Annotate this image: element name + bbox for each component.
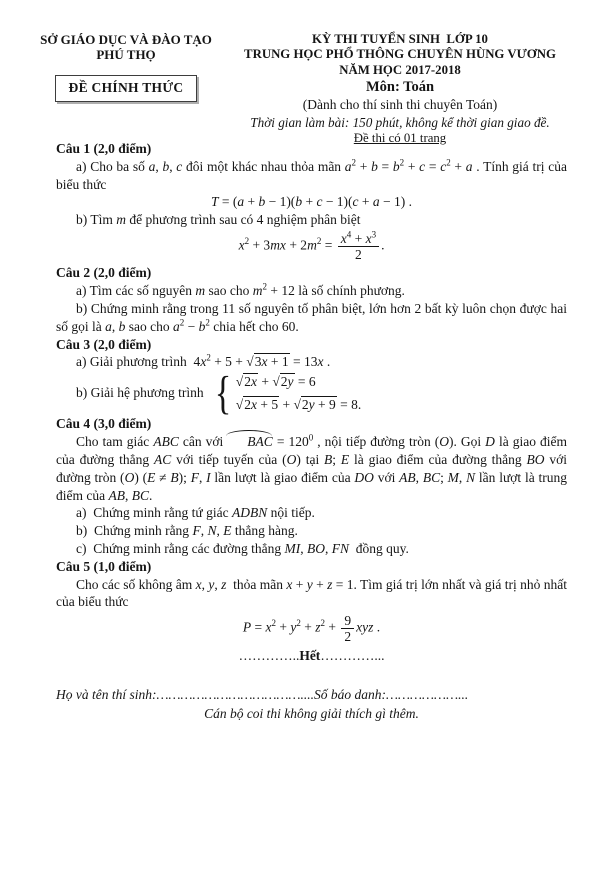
question-5-heading: Câu 5 (1,0 điểm) [56,558,152,574]
end-dots-left: ………….. [238,648,300,664]
question-1a-formula: T = (a + b − 1)(b + c − 1)(c + a − 1) . [210,194,413,210]
official-exam-box [55,75,198,102]
page-count-line [220,131,580,146]
proctor-note: Cán bộ coi thi không giải thích gì thêm. [204,706,419,722]
question-3b-text: b) Giải hệ phương trình [76,385,204,401]
candidate-name-label: Họ và tên thí sinh: [56,687,157,703]
official-exam-label: ĐỀ CHÍNH THỨC [68,79,184,95]
exam-title-block [220,32,580,147]
exam-title-line2: TRUNG HỌC PHỔ THÔNG CHUYÊN HÙNG VƯƠNG [244,47,556,62]
system-equation-2: √2x + 5 + √2y + 9 = 8. [235,396,362,412]
question-5-formula: $P = x^2 + y^2 + z^2$ + $\frac{9}{2}$ xyz . [242,613,381,645]
left-brace: { [214,366,232,419]
question-1a-text: a) Cho ba số a, b, c đôi một khác nhau thỏa mãn $a^2 + b = b^2 + c = c^2 + a$ . Tính giá trị của biểu thức [56,157,567,192]
question-1-heading: Câu 1 (2,0 điểm) [56,141,152,156]
question-1 [56,140,567,262]
end-dots-right: …………... [320,648,385,664]
question-3a-text: a) Giải phương trình $4x^2 + 5 + √3x + 1 = 13x$ . [76,352,331,370]
audience-line: (Dành cho thí sinh thi chuyên Toán) [302,97,498,113]
exam-title-line1: KỲ THI TUYỂN SINH LỚP 10 [312,32,488,46]
question-2b-text: b) Chứng minh rằng trong 11 số nguyên tố phân biệt, lớn hơn 2 bất kỳ luôn chọn được hai số gọi là a, b sao cho $a^2 - b^2$ chia hết cho 60. [56,300,567,334]
exam-header [0,0,600,146]
end-label: Hết [299,648,321,664]
question-1b-text: b) Tìm m để phương trình sau có 4 nghiệm phân biệt [76,212,361,228]
question-2 [56,264,567,335]
end-of-exam-line [56,647,567,665]
question-2-heading: Câu 2 (2,0 điểm) [56,265,152,281]
authority-line1: SỞ GIÁO DỤC VÀ ĐÀO TẠO [40,32,212,47]
issuing-authority-block [28,32,224,102]
question-3 [56,336,567,419]
duration-line: Thời gian làm bài: 150 phút, không kể thời gian giao đề. [250,114,550,130]
question-2a-text: a) Tìm các số nguyên m sao cho $m^2 + 12$ là số chính phương. [76,281,405,299]
question-5 [56,558,567,645]
question-3-heading: Câu 3 (2,0 điểm) [56,336,152,352]
subject-line: Môn: Toán [365,79,435,96]
candidate-name-dots: ……………………………….... [156,687,315,703]
candidate-number-dots: ………………... [386,687,469,703]
question-5-intro: Cho các số không âm x, y, z thỏa mãn x + y + z = 1. Tìm giá trị lớn nhất và giá trị nhỏ nhất của biểu thức [56,576,568,610]
question-4 [56,415,567,558]
question-4-item-c: c) Chứng minh rằng các đường thẳng MI, BO, FN đồng quy. [76,540,409,556]
system-equation-1: √2x + √2y = 6 [235,374,316,390]
system-equations [236,372,361,414]
authority-line2: PHÚ THỌ [96,47,156,63]
question-4-item-a: a) Chứng minh rằng tứ giác ADBN nội tiếp. [76,505,315,521]
candidate-info-line [56,686,567,704]
question-3b-row [56,366,567,419]
exam-body [0,140,600,723]
equation-system [212,366,362,419]
candidate-number-label: Số báo danh: [314,687,387,703]
question-4-item-b: b) Chứng minh rằng F, N, E thẳng hàng. [76,523,298,539]
question-4-heading: Câu 4 (3,0 điểm) [56,416,152,432]
question-4-intro: Cho tam giác ABC cân với BAC = $120^0$ , nội tiếp đường tròn (O). Gọi D là giao điểm của đường thẳng AC với tiếp tuyến của (O) tại B; E là giao điểm của đường thẳng BO với đường tròn (O) (E ≠ B); F, I lần lượt là giao điểm của DO với AB, BC; M, N lần lượt là trung điểm của AB, BC. [56,432,568,503]
page-count-text: Đề thi có 01 trang [353,131,447,146]
school-year: NĂM HỌC 2017-2018 [339,62,461,77]
question-1b-formula: $x^2 + 3mx + 2m^2$ = $\frac{x^4 + x^3}{2}$ . [238,229,385,263]
